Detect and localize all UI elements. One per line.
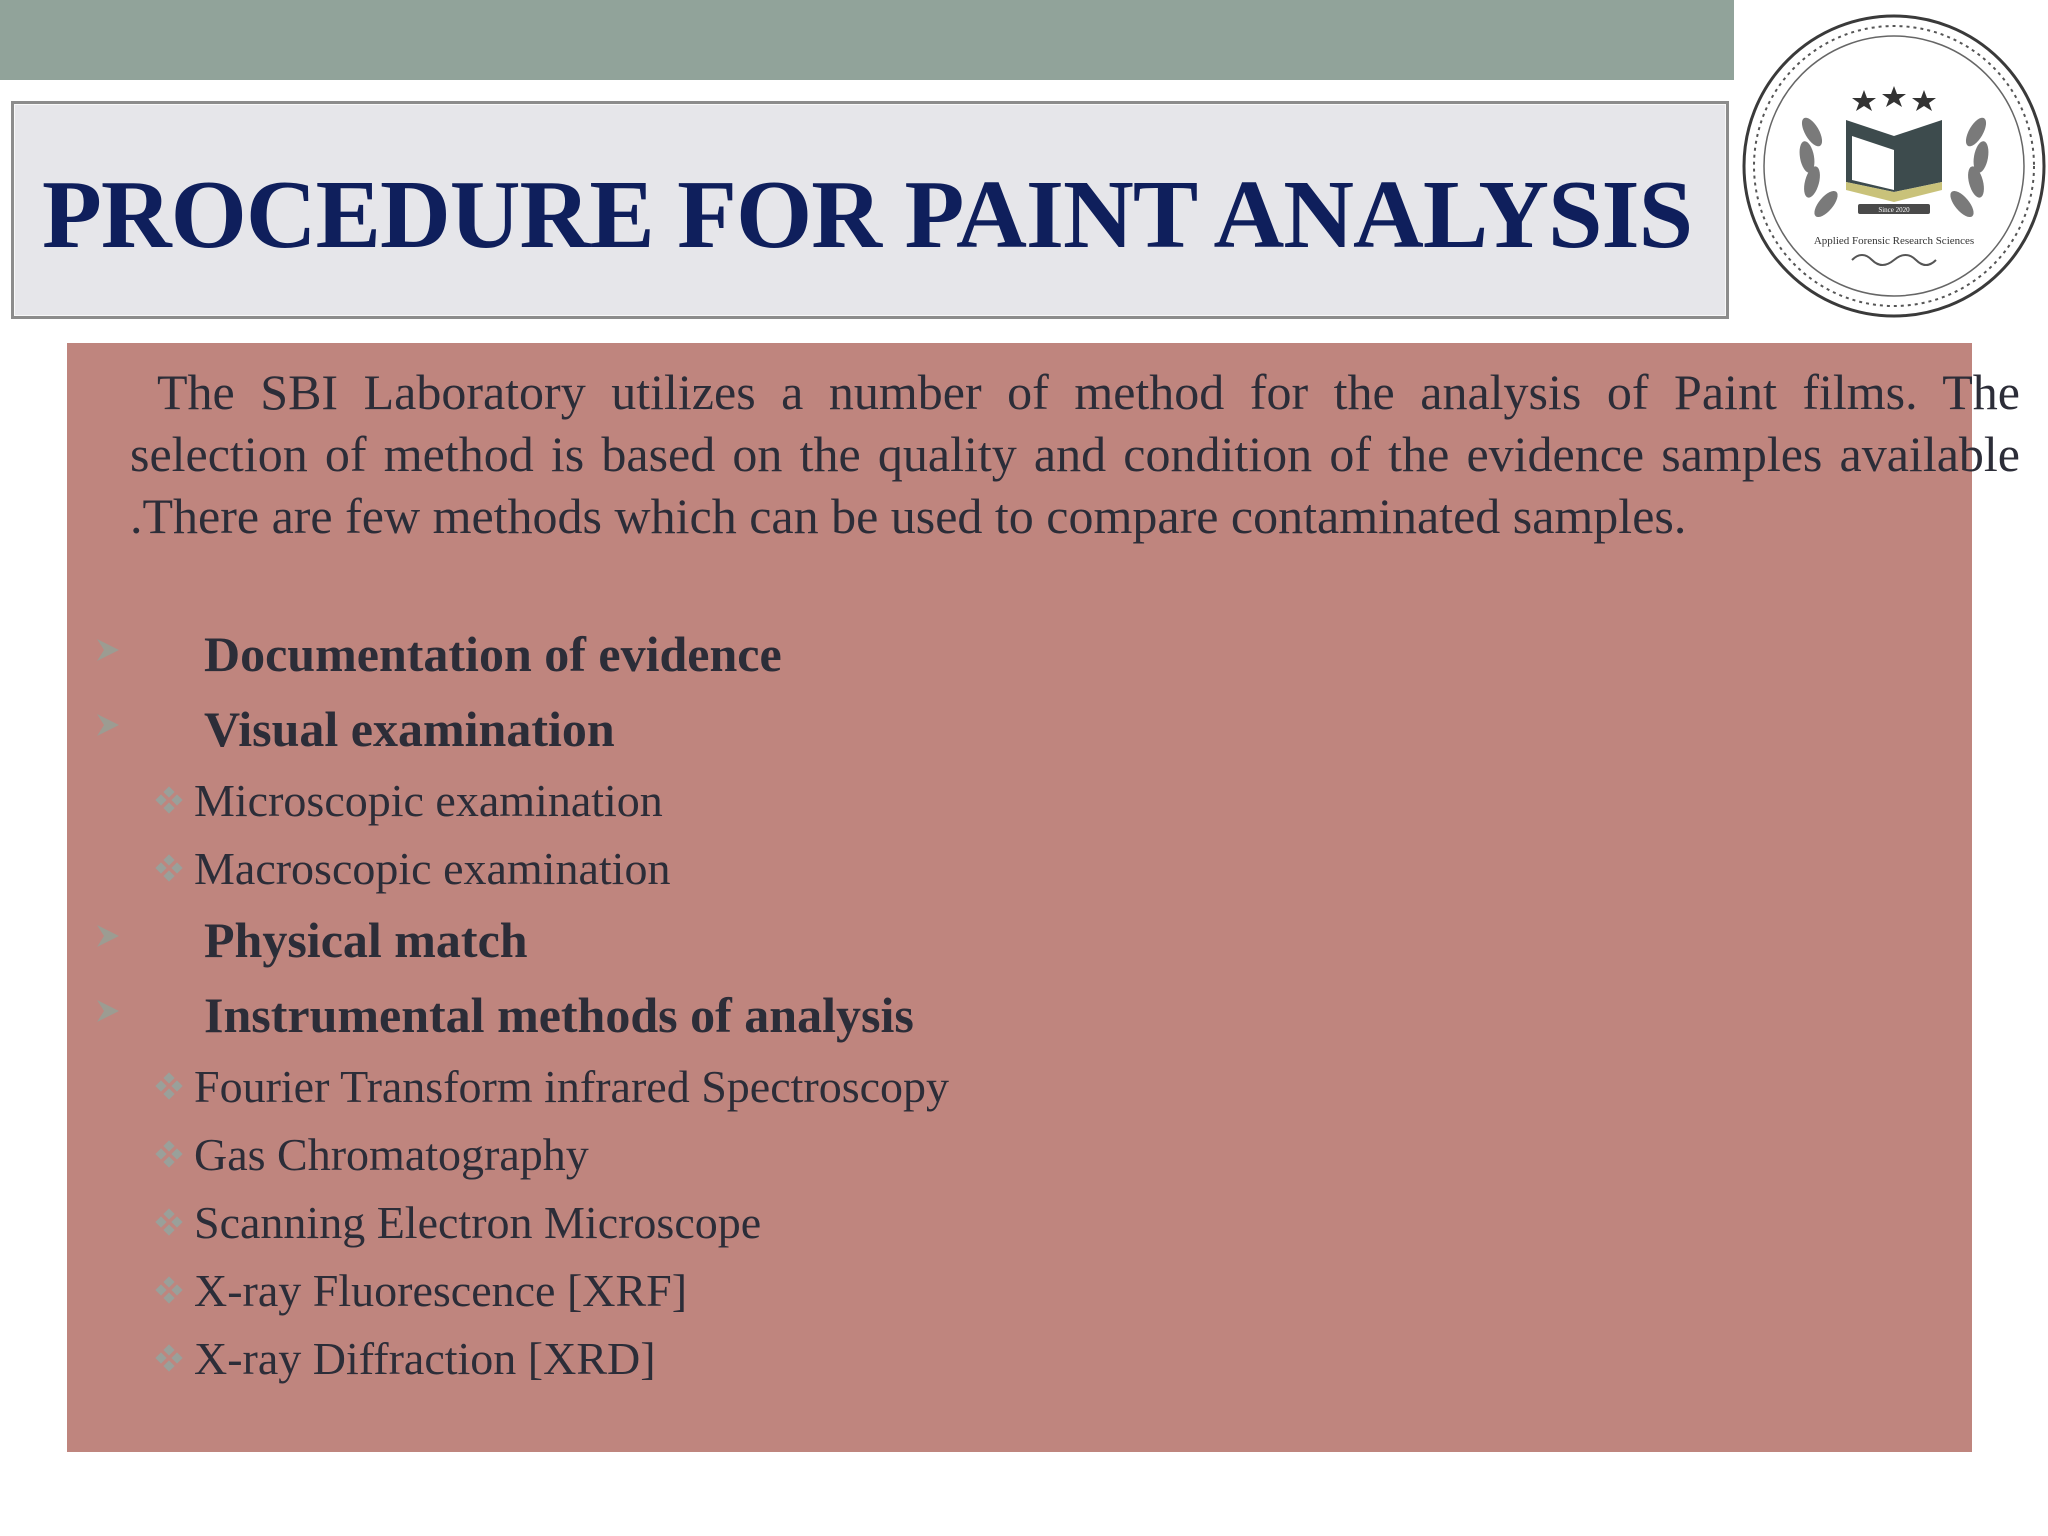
list-item-label: Scanning Electron Microscope (194, 1197, 762, 1248)
list-item-sem (155, 1195, 1355, 1251)
list-item-visual-examination (94, 699, 1294, 759)
logo-year: Since 2020 (1878, 206, 1910, 214)
list-item-label: Gas Chromatography (194, 1129, 589, 1180)
list-item-label: Documentation of evidence (204, 626, 782, 682)
list-item-label: Fourier Transform infrared Spectroscopy (194, 1061, 950, 1112)
diamond-bullet-icon (155, 1276, 183, 1304)
arrow-bullet-icon (94, 636, 122, 664)
top-band (0, 0, 1734, 80)
list-item-label: Visual examination (204, 701, 615, 757)
page-title: PROCEDURE FOR PAINT ANALYSIS (42, 161, 1693, 269)
list-item-physical-match (94, 910, 1294, 970)
list-item-gas-chromatography (155, 1127, 1355, 1183)
list-item-label: Instrumental methods of analysis (204, 987, 914, 1043)
content-box (67, 343, 2020, 1452)
list-item-documentation-of-evidence (94, 624, 1294, 684)
list-item-label: Macroscopic examination (194, 843, 671, 894)
diamond-bullet-icon (155, 1344, 183, 1372)
logo (1740, 12, 2048, 320)
list-item-label: X-ray Fluorescence [XRF] (194, 1265, 688, 1316)
list-item-microscopic-examination (155, 773, 1355, 829)
logo-org: Applied Forensic Research Sciences (1813, 235, 1975, 247)
diamond-bullet-icon (155, 1208, 183, 1236)
list-item-instrumental-methods (94, 985, 1294, 1045)
arrow-bullet-icon (94, 711, 122, 739)
diamond-bullet-icon (155, 1072, 183, 1100)
list-item-label: Physical match (204, 912, 528, 968)
arrow-bullet-icon (94, 922, 122, 950)
list-item-xrf (155, 1263, 1355, 1319)
list-item-label: Microscopic examination (194, 775, 663, 826)
diamond-bullet-icon (155, 1140, 183, 1168)
diamond-bullet-icon (155, 854, 183, 882)
title-box (11, 101, 1729, 319)
list-item-ftir (155, 1059, 1355, 1115)
list-item-macroscopic-examination (155, 841, 1355, 897)
arrow-bullet-icon (94, 997, 122, 1025)
intro-paragraph: The SBI Laboratory utilizes a number of method for the analysis of Paint films. The selection of method is based on the quality and condition of the evidence samples available .There are few methods which can be used to compare contaminated samples. (130, 364, 2020, 544)
list-item-label: X-ray Diffraction [XRD] (194, 1333, 656, 1384)
list-item-xrd (155, 1331, 1355, 1387)
diamond-bullet-icon (155, 786, 183, 814)
